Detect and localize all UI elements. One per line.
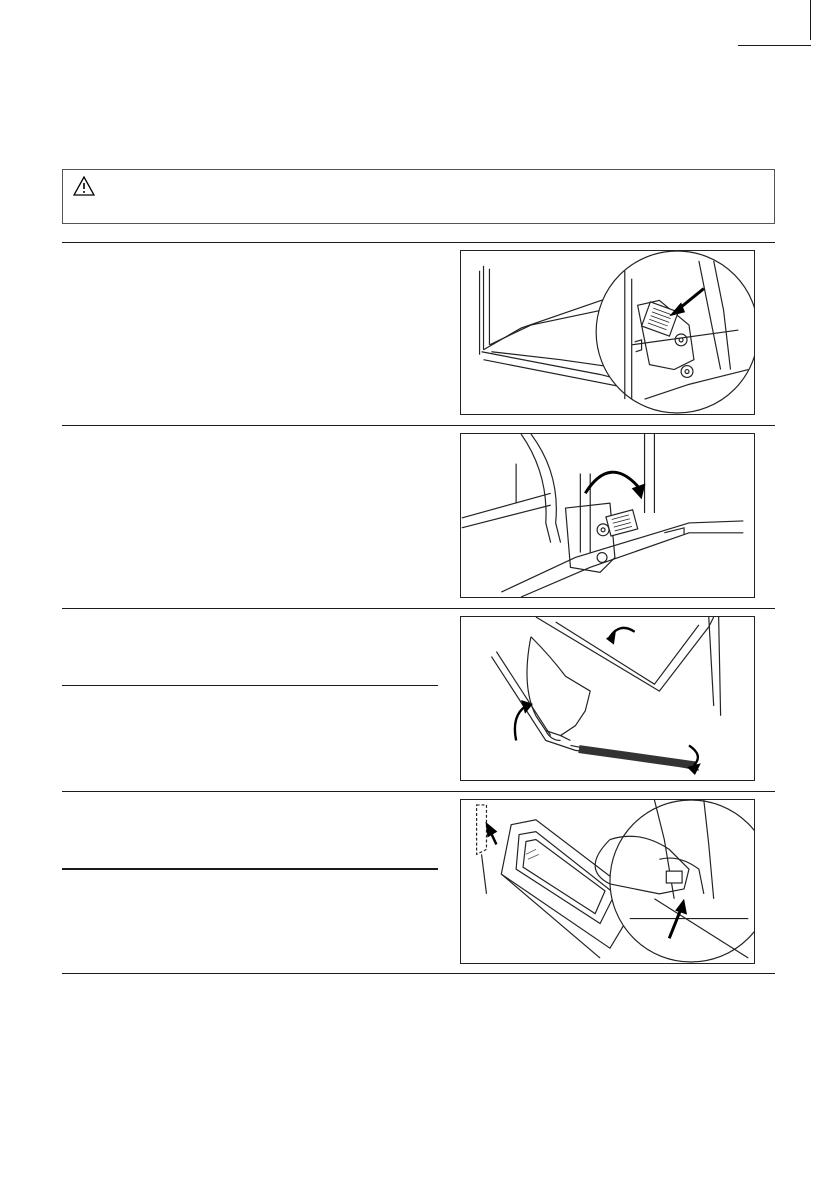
row-divider [62, 791, 775, 792]
hinge-rotate-illustration [460, 433, 755, 598]
warning-triangle-icon [73, 176, 95, 196]
substep-divider [62, 685, 438, 686]
door-lift-illustration [460, 616, 755, 781]
row-divider [62, 425, 775, 426]
warning-box [62, 169, 775, 224]
glass-panel-removal-illustration [460, 799, 755, 964]
substep-divider [62, 868, 438, 870]
corner-mark-horizontal [738, 45, 811, 46]
row-divider [62, 608, 775, 609]
hinge-lever-arrow-illustration [460, 250, 755, 415]
row-divider [62, 973, 775, 974]
corner-mark-vertical [810, 0, 811, 40]
row-divider [62, 242, 775, 243]
